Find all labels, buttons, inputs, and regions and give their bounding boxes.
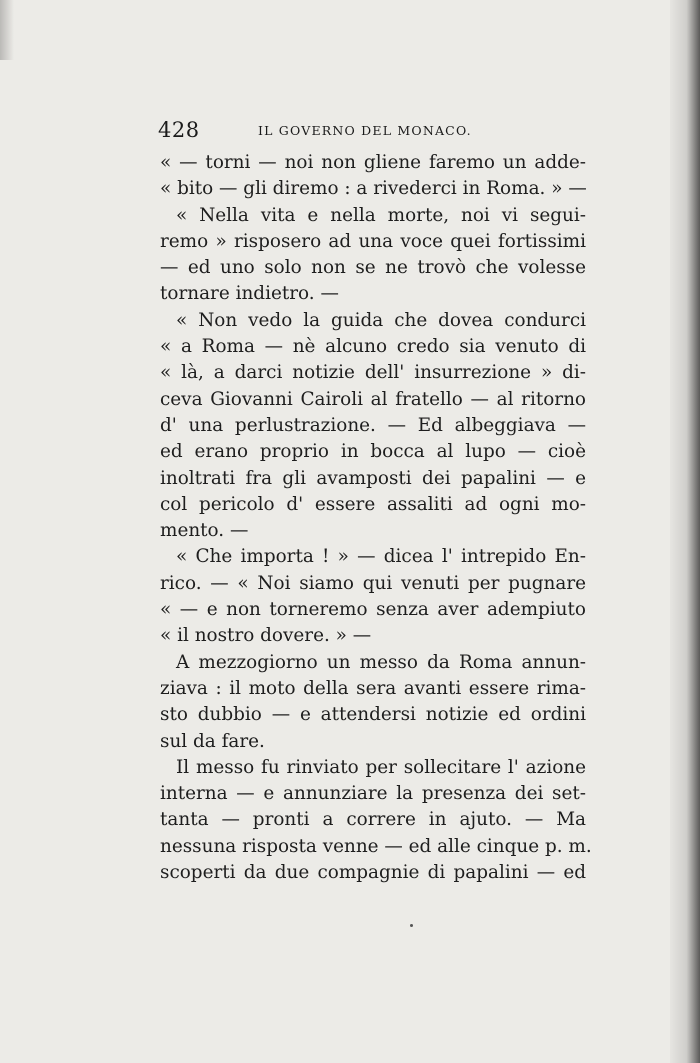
text-line: sto dubbio — e attendersi notizie ed ordini bbox=[160, 704, 586, 726]
text-line: « Nella vita e nella morte, noi vi segui- bbox=[176, 204, 586, 226]
text-line: nessuna risposta venne — ed alle cinque p. m. bbox=[160, 835, 592, 857]
text-line: « a Roma — nè alcuno credo sia venuto di bbox=[160, 336, 586, 358]
text-line: « Non vedo la guida che dovea condurci bbox=[176, 309, 586, 331]
ink-speck bbox=[410, 924, 413, 927]
text-line: Il messo fu rinviato per sollecitare l' azione bbox=[176, 756, 586, 778]
text-line: rico. — « Noi siamo qui venuti per pugnare bbox=[160, 572, 586, 594]
page-number: 428 bbox=[158, 118, 200, 142]
text-line: inoltrati fra gli avamposti dei papalini — e bbox=[160, 467, 586, 489]
text-line: col pericolo d' essere assaliti ad ogni mo- bbox=[160, 493, 586, 515]
text-line: ed erano proprio in bocca al lupo — cioè bbox=[160, 441, 586, 463]
text-line: « — e non torneremo senza aver adempiuto bbox=[160, 599, 586, 621]
text-line: ceva Giovanni Cairoli al fratello — al ritorno bbox=[160, 388, 586, 410]
text-line: « il nostro dovere. » — bbox=[160, 625, 372, 647]
text-line: d' una perlustrazione. — Ed albeggiava — bbox=[160, 414, 586, 436]
text-line: A mezzogiorno un messo da Roma annun- bbox=[176, 651, 586, 673]
text-line: sul da fare. bbox=[160, 730, 265, 752]
text-line: « Che importa ! » — dicea l' intrepido En- bbox=[176, 546, 586, 568]
text-line: tanta — pronti a correre in ajuto. — Ma bbox=[160, 809, 586, 831]
text-line: tornare indietro. — bbox=[160, 283, 339, 305]
text-line: « — torni — noi non gliene faremo un adde- bbox=[160, 152, 586, 173]
text-line: mento. — bbox=[160, 520, 249, 542]
text-line: — ed uno solo non se ne trovò che volesse bbox=[160, 257, 586, 279]
text-line: ziava : il moto della sera avanti essere rima- bbox=[160, 677, 586, 699]
text-line: scoperti da due compagnie di papalini — ed bbox=[160, 862, 586, 884]
page-gutter-shadow bbox=[670, 0, 700, 1063]
text-line: « bito — gli diremo : a rivederci in Roma. » — bbox=[160, 178, 587, 200]
page-header bbox=[158, 118, 598, 144]
body-text bbox=[160, 150, 592, 886]
text-line: interna — e annunziare la presenza dei set- bbox=[160, 783, 586, 805]
text-line: « là, a darci notizie dell' insurrezione » di- bbox=[160, 362, 586, 384]
text-line: remo » risposero ad una voce quei fortissimi bbox=[160, 230, 586, 252]
running-head: IL GOVERNO DEL MONACO. bbox=[258, 123, 472, 138]
page-corner-shadow bbox=[0, 0, 14, 60]
